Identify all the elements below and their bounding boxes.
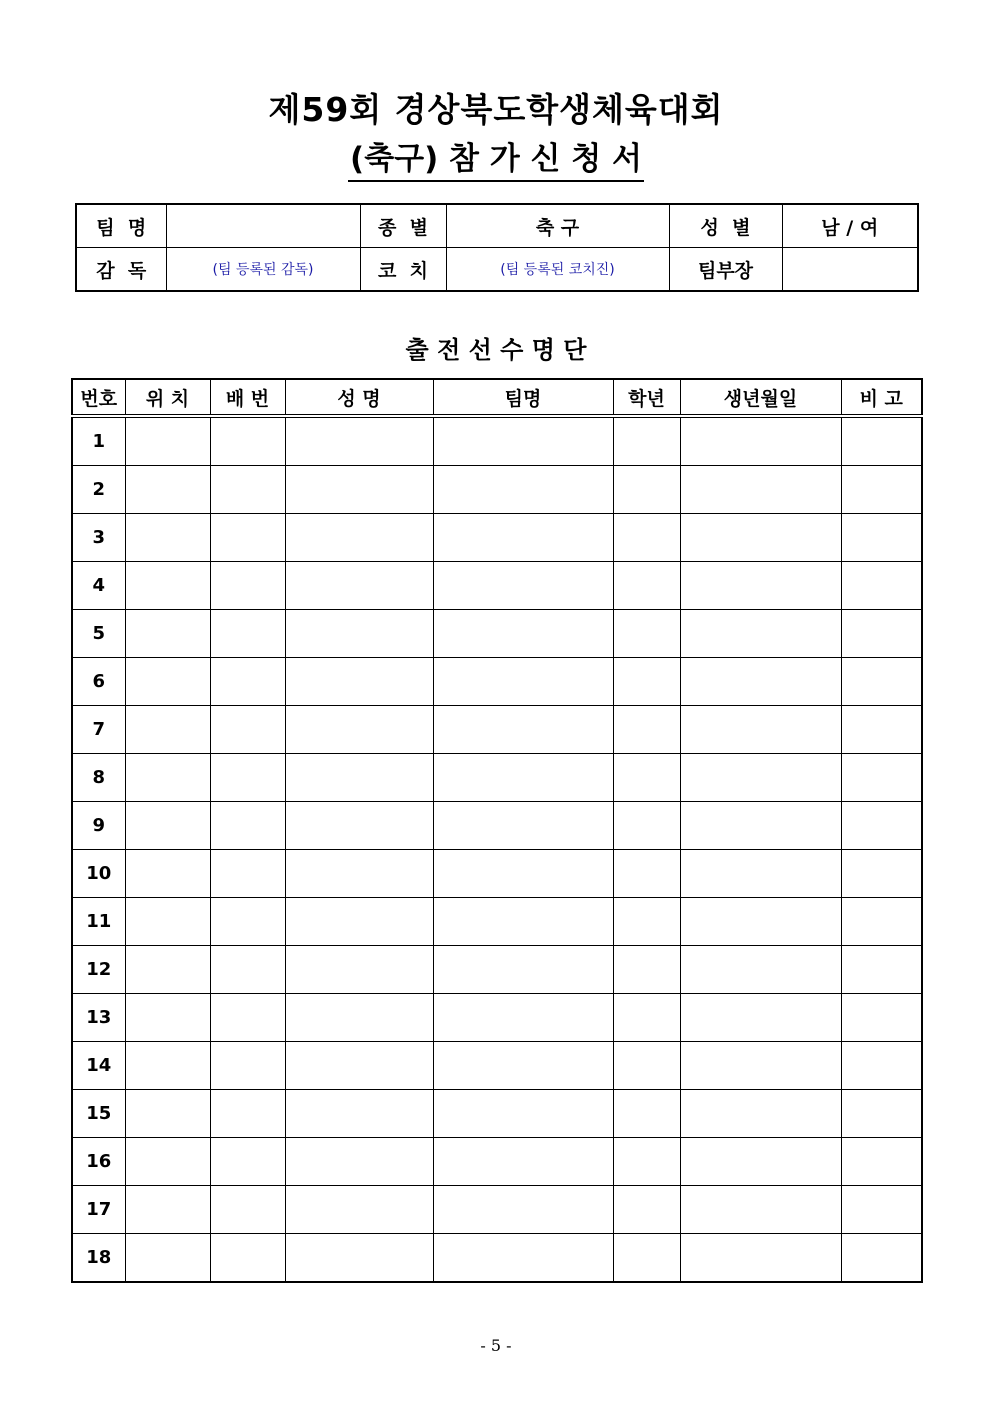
grade-cell[interactable] bbox=[613, 562, 680, 610]
team-cell[interactable] bbox=[433, 1090, 613, 1138]
name-cell[interactable] bbox=[285, 1186, 433, 1234]
roster-header-row bbox=[72, 379, 922, 416]
team-name-field[interactable] bbox=[166, 204, 360, 248]
position-cell[interactable] bbox=[125, 754, 210, 802]
birthdate-cell[interactable] bbox=[680, 754, 841, 802]
team-info-row-2 bbox=[76, 248, 918, 292]
roster-section-title: 출 전 선 수 명 단 bbox=[405, 336, 587, 364]
position-cell[interactable] bbox=[125, 802, 210, 850]
birthdate-cell[interactable] bbox=[680, 1042, 841, 1090]
row-number: 2 bbox=[72, 466, 125, 514]
remarks-cell[interactable] bbox=[841, 1234, 922, 1283]
row-number: 9 bbox=[72, 802, 125, 850]
birthdate-cell[interactable] bbox=[680, 1234, 841, 1283]
deputy-field[interactable] bbox=[782, 248, 918, 292]
table-row bbox=[72, 994, 922, 1042]
jersey-cell[interactable] bbox=[210, 1138, 285, 1186]
jersey-cell[interactable] bbox=[210, 1234, 285, 1283]
table-row bbox=[72, 1090, 922, 1138]
header-birthdate: 생년월일 bbox=[680, 379, 841, 416]
birthdate-cell[interactable] bbox=[680, 562, 841, 610]
table-row bbox=[72, 562, 922, 610]
table-row bbox=[72, 1186, 922, 1234]
row-number: 5 bbox=[72, 610, 125, 658]
row-number: 14 bbox=[72, 1042, 125, 1090]
position-cell[interactable] bbox=[125, 1138, 210, 1186]
name-cell[interactable] bbox=[285, 898, 433, 946]
team-cell[interactable] bbox=[433, 1186, 613, 1234]
position-cell[interactable] bbox=[125, 658, 210, 706]
remarks-cell[interactable] bbox=[841, 514, 922, 562]
remarks-cell[interactable] bbox=[841, 416, 922, 466]
grade-cell[interactable] bbox=[613, 898, 680, 946]
row-number: 17 bbox=[72, 1186, 125, 1234]
table-row bbox=[72, 802, 922, 850]
grade-cell[interactable] bbox=[613, 1186, 680, 1234]
name-cell[interactable] bbox=[285, 994, 433, 1042]
name-cell[interactable] bbox=[285, 706, 433, 754]
table-row bbox=[72, 658, 922, 706]
grade-cell[interactable] bbox=[613, 706, 680, 754]
remarks-cell[interactable] bbox=[841, 754, 922, 802]
grade-cell[interactable] bbox=[613, 416, 680, 466]
remarks-cell[interactable] bbox=[841, 946, 922, 994]
position-cell[interactable] bbox=[125, 1090, 210, 1138]
team-cell[interactable] bbox=[433, 1234, 613, 1283]
jersey-cell[interactable] bbox=[210, 850, 285, 898]
row-number: 1 bbox=[72, 416, 125, 466]
row-number: 16 bbox=[72, 1138, 125, 1186]
team-cell[interactable] bbox=[433, 850, 613, 898]
team-cell[interactable] bbox=[433, 994, 613, 1042]
position-cell[interactable] bbox=[125, 562, 210, 610]
document-subtitle bbox=[0, 140, 992, 182]
remarks-cell[interactable] bbox=[841, 562, 922, 610]
jersey-cell[interactable] bbox=[210, 466, 285, 514]
row-number: 7 bbox=[72, 706, 125, 754]
header-team: 팀명 bbox=[433, 379, 613, 416]
deputy-label: 팀부장 bbox=[669, 248, 782, 292]
grade-cell[interactable] bbox=[613, 850, 680, 898]
row-number: 3 bbox=[72, 514, 125, 562]
team-cell[interactable] bbox=[433, 706, 613, 754]
coach-label: 코 치 bbox=[360, 248, 446, 292]
jersey-cell[interactable] bbox=[210, 898, 285, 946]
name-cell[interactable] bbox=[285, 802, 433, 850]
team-name-label: 팀 명 bbox=[76, 204, 166, 248]
header-grade: 학년 bbox=[613, 379, 680, 416]
team-cell[interactable] bbox=[433, 946, 613, 994]
team-cell[interactable] bbox=[433, 466, 613, 514]
grade-cell[interactable] bbox=[613, 610, 680, 658]
name-cell[interactable] bbox=[285, 562, 433, 610]
manager-field[interactable]: (팀 등록된 감독) bbox=[166, 248, 360, 292]
birthdate-cell[interactable] bbox=[680, 466, 841, 514]
header-jersey: 배 번 bbox=[210, 379, 285, 416]
jersey-cell[interactable] bbox=[210, 1090, 285, 1138]
header-position: 위 치 bbox=[125, 379, 210, 416]
name-cell[interactable] bbox=[285, 610, 433, 658]
manager-label: 감 독 bbox=[76, 248, 166, 292]
row-number: 13 bbox=[72, 994, 125, 1042]
grade-cell[interactable] bbox=[613, 994, 680, 1042]
jersey-cell[interactable] bbox=[210, 802, 285, 850]
gender-value[interactable]: 남 / 여 bbox=[782, 204, 918, 248]
page-number: - 5 - bbox=[480, 1336, 512, 1355]
coach-field[interactable]: (팀 등록된 코치진) bbox=[446, 248, 669, 292]
name-cell[interactable] bbox=[285, 514, 433, 562]
jersey-cell[interactable] bbox=[210, 610, 285, 658]
row-number: 15 bbox=[72, 1090, 125, 1138]
position-cell[interactable] bbox=[125, 416, 210, 466]
remarks-cell[interactable] bbox=[841, 658, 922, 706]
roster-body bbox=[72, 416, 922, 1282]
remarks-cell[interactable] bbox=[841, 1138, 922, 1186]
table-row bbox=[72, 850, 922, 898]
remarks-cell[interactable] bbox=[841, 466, 922, 514]
team-cell[interactable] bbox=[433, 416, 613, 466]
position-cell[interactable] bbox=[125, 1042, 210, 1090]
row-number: 4 bbox=[72, 562, 125, 610]
name-cell[interactable] bbox=[285, 1138, 433, 1186]
remarks-cell[interactable] bbox=[841, 994, 922, 1042]
team-cell[interactable] bbox=[433, 754, 613, 802]
jersey-cell[interactable] bbox=[210, 514, 285, 562]
name-cell[interactable] bbox=[285, 850, 433, 898]
row-number: 12 bbox=[72, 946, 125, 994]
grade-cell[interactable] bbox=[613, 514, 680, 562]
grade-cell[interactable] bbox=[613, 802, 680, 850]
remarks-cell[interactable] bbox=[841, 1090, 922, 1138]
birthdate-cell[interactable] bbox=[680, 706, 841, 754]
document-title: 제59회 경상북도학생체육대회 bbox=[268, 90, 724, 129]
team-cell[interactable] bbox=[433, 898, 613, 946]
table-row bbox=[72, 1042, 922, 1090]
position-cell[interactable] bbox=[125, 994, 210, 1042]
position-cell[interactable] bbox=[125, 466, 210, 514]
table-row bbox=[72, 898, 922, 946]
team-info-table bbox=[75, 203, 919, 292]
birthdate-cell[interactable] bbox=[680, 658, 841, 706]
subtitle-text: (축구) 참 가 신 청 서 bbox=[348, 140, 644, 182]
jersey-cell[interactable] bbox=[210, 1042, 285, 1090]
grade-cell[interactable] bbox=[613, 1234, 680, 1283]
jersey-cell[interactable] bbox=[210, 706, 285, 754]
birthdate-cell[interactable] bbox=[680, 1138, 841, 1186]
name-cell[interactable] bbox=[285, 1042, 433, 1090]
position-cell[interactable] bbox=[125, 514, 210, 562]
jersey-cell[interactable] bbox=[210, 416, 285, 466]
header-number: 번호 bbox=[72, 379, 125, 416]
birthdate-cell[interactable] bbox=[680, 850, 841, 898]
birthdate-cell[interactable] bbox=[680, 1090, 841, 1138]
team-cell[interactable] bbox=[433, 802, 613, 850]
gender-label: 성 별 bbox=[669, 204, 782, 248]
jersey-cell[interactable] bbox=[210, 562, 285, 610]
row-number: 8 bbox=[72, 754, 125, 802]
table-row bbox=[72, 706, 922, 754]
birthdate-cell[interactable] bbox=[680, 1186, 841, 1234]
row-number: 11 bbox=[72, 898, 125, 946]
name-cell[interactable] bbox=[285, 658, 433, 706]
remarks-cell[interactable] bbox=[841, 610, 922, 658]
birthdate-cell[interactable] bbox=[680, 946, 841, 994]
position-cell[interactable] bbox=[125, 850, 210, 898]
remarks-cell[interactable] bbox=[841, 898, 922, 946]
birthdate-cell[interactable] bbox=[680, 514, 841, 562]
grade-cell[interactable] bbox=[613, 466, 680, 514]
event-label: 종 별 bbox=[360, 204, 446, 248]
position-cell[interactable] bbox=[125, 946, 210, 994]
team-cell[interactable] bbox=[433, 1042, 613, 1090]
row-number: 18 bbox=[72, 1234, 125, 1283]
jersey-cell[interactable] bbox=[210, 946, 285, 994]
name-cell[interactable] bbox=[285, 754, 433, 802]
team-cell[interactable] bbox=[433, 610, 613, 658]
grade-cell[interactable] bbox=[613, 754, 680, 802]
birthdate-cell[interactable] bbox=[680, 994, 841, 1042]
row-number: 6 bbox=[72, 658, 125, 706]
remarks-cell[interactable] bbox=[841, 1042, 922, 1090]
grade-cell[interactable] bbox=[613, 946, 680, 994]
table-row bbox=[72, 610, 922, 658]
jersey-cell[interactable] bbox=[210, 1186, 285, 1234]
table-row bbox=[72, 754, 922, 802]
grade-cell[interactable] bbox=[613, 658, 680, 706]
grade-cell[interactable] bbox=[613, 1042, 680, 1090]
position-cell[interactable] bbox=[125, 898, 210, 946]
event-value: 축 구 bbox=[446, 204, 669, 248]
position-cell[interactable] bbox=[125, 1234, 210, 1283]
grade-cell[interactable] bbox=[613, 1090, 680, 1138]
remarks-cell[interactable] bbox=[841, 1186, 922, 1234]
table-row bbox=[72, 416, 922, 466]
team-info-row-1 bbox=[76, 204, 918, 248]
team-cell[interactable] bbox=[433, 562, 613, 610]
name-cell[interactable] bbox=[285, 466, 433, 514]
birthdate-cell[interactable] bbox=[680, 898, 841, 946]
table-row bbox=[72, 1138, 922, 1186]
name-cell[interactable] bbox=[285, 1234, 433, 1283]
table-row bbox=[72, 514, 922, 562]
remarks-cell[interactable] bbox=[841, 850, 922, 898]
jersey-cell[interactable] bbox=[210, 754, 285, 802]
team-cell[interactable] bbox=[433, 514, 613, 562]
header-remarks: 비 고 bbox=[841, 379, 922, 416]
position-cell[interactable] bbox=[125, 610, 210, 658]
team-cell[interactable] bbox=[433, 1138, 613, 1186]
table-row bbox=[72, 1234, 922, 1283]
table-row bbox=[72, 466, 922, 514]
jersey-cell[interactable] bbox=[210, 658, 285, 706]
position-cell[interactable] bbox=[125, 706, 210, 754]
name-cell[interactable] bbox=[285, 1090, 433, 1138]
player-roster-table bbox=[71, 378, 923, 1283]
remarks-cell[interactable] bbox=[841, 802, 922, 850]
birthdate-cell[interactable] bbox=[680, 416, 841, 466]
name-cell[interactable] bbox=[285, 416, 433, 466]
name-cell[interactable] bbox=[285, 946, 433, 994]
team-cell[interactable] bbox=[433, 658, 613, 706]
row-number: 10 bbox=[72, 850, 125, 898]
grade-cell[interactable] bbox=[613, 1138, 680, 1186]
birthdate-cell[interactable] bbox=[680, 610, 841, 658]
position-cell[interactable] bbox=[125, 1186, 210, 1234]
birthdate-cell[interactable] bbox=[680, 802, 841, 850]
table-row bbox=[72, 946, 922, 994]
jersey-cell[interactable] bbox=[210, 994, 285, 1042]
header-name: 성 명 bbox=[285, 379, 433, 416]
remarks-cell[interactable] bbox=[841, 706, 922, 754]
